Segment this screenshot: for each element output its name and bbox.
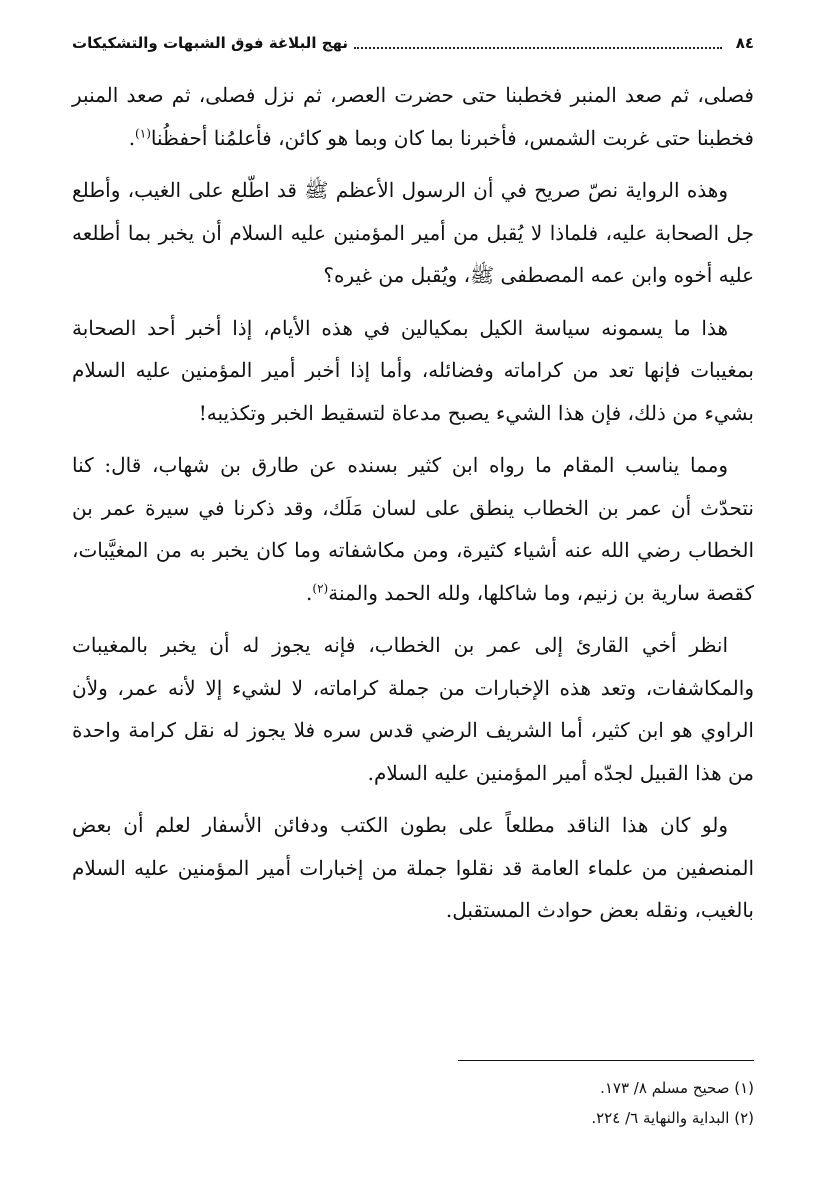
footnote-separator [458, 1060, 754, 1061]
paragraph [72, 444, 754, 614]
paragraph-tail: . [306, 580, 313, 605]
footnote-ref[interactable]: (٢) [312, 580, 329, 595]
paragraph [72, 804, 754, 932]
running-header [72, 28, 754, 58]
paragraph [72, 624, 754, 794]
footnotes [72, 1073, 754, 1133]
footnote: (٢) البداية والنهاية ٦/ ٢٢٤. [591, 1109, 754, 1127]
dotted-leader [354, 37, 722, 49]
paragraph-text: فصلى، ثم صعد المنبر فخطبنا حتى حضرت العصر، ثم نزل فصلى، ثم صعد المنبر فخطبنا حتى غربت الشمس، فأخبرنا بما كان وبما هو كائن، فأعلمُنا أحفظُنا [72, 83, 754, 150]
body-text [72, 74, 754, 932]
paragraph-text: هذا ما يسمونه سياسة الكيل بمكيالين في هذه الأيام، إذا أخبر أحد الصحابة بمغيبات فإنها تعد من كراماته وفضائله، وأما إذا أخبر أمير المؤمنين عليه السلام بشيء من ذلك، فإن هذا الشيء يصبح مدعاة لتسقيط الخبر وتكذيبه! [72, 315, 754, 425]
paragraph [72, 307, 754, 435]
book-title: نهج البلاغة فوق الشبهات والتشكيكات [72, 34, 349, 52]
paragraph [72, 74, 754, 159]
footnote-ref[interactable]: (١) [135, 125, 151, 140]
book-page [72, 28, 754, 1158]
footnote: (١) صحيح مسلم ٨/ ١٧٣. [600, 1079, 754, 1097]
paragraph-text: ولو كان هذا الناقد مطلعاً على بطون الكتب ودفائن الأسفار لعلم أن بعض المنصفين من علماء العامة قد نقلوا جملة من إخبارات أمير المؤمنين عليه السلام بالغيب، ونقله بعض حوادث المستقبل. [72, 813, 754, 922]
page-number: ٨٤ [735, 34, 754, 52]
paragraph-tail: . [128, 125, 136, 150]
paragraph-text: ومما يناسب المقام ما رواه ابن كثير بسنده عن طارق بن شهاب، قال: كنا نتحدّث أن عمر بن الخطاب ينطق على لسان مَلَك، وقد ذكرنا في سيرة عمر بن الخطاب رضي الله عنه أشياء كثيرة، ومن مكاشفاته وما كان يخبر به من المغيَّبات، كقصة سارية بن زنيم، وما شاكلها، ولله الحمد والمنة [72, 453, 754, 605]
paragraph [72, 169, 754, 297]
paragraph-text: وهذه الرواية نصّ صريح في أن الرسول الأعظم ﷺ قد اطّلع على الغيب، وأطلع جل الصحابة عليه، فلماذا لا يُقبل من أمير المؤمنين عليه السلام أن يخبر بما أطلعه عليه أخوه وابن عمه المصطفى ﷺ، ويُقبل من غيره؟ [72, 178, 754, 287]
paragraph-text: انظر أخي القارئ إلى عمر بن الخطاب، فإنه يجوز له أن يخبر بالمغيبات والمكاشفات، وتعد هذه الإخبارات من جملة كراماته، لا لشيء إلا لأنه عمر، ولأن الراوي هو ابن كثير، أما الشريف الرضي قدس سره فلا يجوز له نقل كرامة واحدة من هذا القبيل لجدّه أمير المؤمنين عليه السلام. [72, 633, 754, 785]
